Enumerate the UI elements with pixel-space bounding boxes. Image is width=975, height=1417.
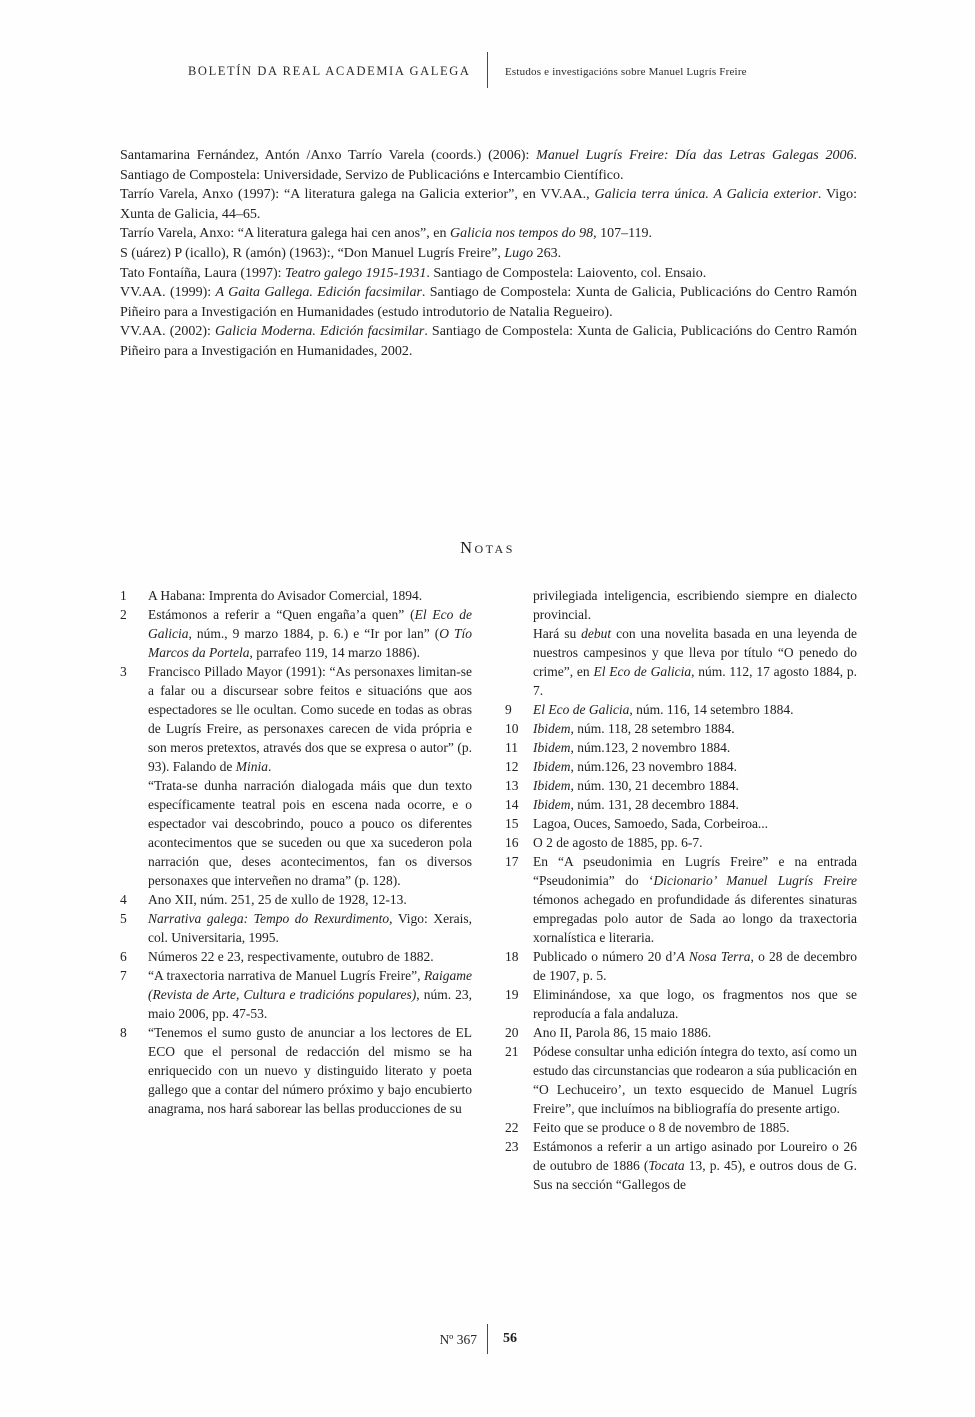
text-segment: Raigame (Revista de Arte, Cultura e tradicións populares)	[148, 968, 472, 1002]
footnote-text	[533, 795, 857, 814]
footnote-text	[148, 966, 472, 1023]
text-segment: Francisco Pillado Mayor (1991): “As personaxes limitan-se a falar ou a discursear sobre feitos e situacións que aos espectadores se lle ocultan. Como sucede en todas as obras de Lugrís Freire, as personaxes carecen de vida própria e son meros pretextos, através dos que se expresa o autor” (p. 93). Falando de	[148, 664, 472, 774]
footnote-text	[533, 700, 857, 719]
text-segment: O 2 de agosto de 1885, pp. 6-7.	[533, 835, 703, 850]
issue-number: Nº 367	[439, 1332, 477, 1347]
footnote-text	[533, 1023, 857, 1042]
text-segment: El Eco de Galicia	[533, 702, 630, 717]
footnote-text	[148, 605, 472, 662]
footnote-number: 23	[505, 1139, 519, 1154]
footnote-number: 3	[120, 664, 127, 679]
text-segment: , núm.126, 23 novembro 1884.	[570, 759, 737, 774]
text-segment: . Santiago de Compostela: Universidade, Servizo de Publicacións e Intercambio Científico.	[120, 148, 857, 183]
text-segment: “Tenemos el sumo gusto de anunciar a los lectores de EL ECO que el personal de redacción del mismo se ha enriquecido con un nuevo y distinguido literato y poeta gallego que a contar del número próximo y bajo encubierto anagrama, nos hará saborear las bellas producciones de su	[148, 1025, 472, 1116]
text-segment: Manuel Lugrís Freire: Día das Letras Galegas 2006	[536, 148, 854, 163]
text-segment: , núm. 116, 14 setembro 1884.	[629, 702, 794, 717]
text-segment: Narrativa galega: Tempo do Rexurdimento	[148, 911, 390, 926]
text-segment: Lugo	[504, 245, 534, 261]
text-segment: , núm. 131, 28 decembro 1884.	[570, 797, 739, 812]
footnote-number	[505, 586, 533, 700]
text-segment: El Eco de Galicia	[593, 664, 692, 679]
text-segment: Eliminándose, xa que logo, os fragmentos nos que se reproducía a fala andaluza.	[533, 987, 857, 1021]
notes-column-left	[120, 586, 472, 1194]
text-segment: privilegiada inteligencia, escribiendo siempre en dialecto provincial.	[533, 588, 857, 622]
text-segment: S (uárez) P (icallo), R (amón) (1963):, “Don Manuel Lugrís Freire”,	[120, 245, 505, 261]
text-segment: Estámonos a referir a “Quen engaña’a quen” (	[148, 607, 415, 622]
text-segment: , núm. 130, 21 decembro 1884.	[570, 778, 739, 793]
footnote-text	[533, 738, 857, 757]
text-segment: A Gaita Gallega. Edición facsimilar	[215, 285, 422, 301]
text-segment: Ibidem	[533, 778, 571, 793]
footnote-number: 10	[505, 721, 519, 736]
bibliography	[120, 146, 857, 362]
text-segment: Galicia nos tempos do 98	[449, 226, 594, 242]
text-segment: Lagoa, Ouces, Samoedo, Sada, Corbeiroa...	[533, 816, 769, 831]
text-segment: Galicia terra única. A Galicia exterior	[594, 187, 818, 203]
footnote	[120, 947, 472, 966]
footnote	[505, 586, 857, 700]
footnote	[505, 776, 857, 795]
bibliography-entry	[120, 146, 857, 185]
page-number: 56	[503, 1331, 517, 1346]
text-segment: “A traxectoria narrativa de Manuel Lugrís Freire”,	[148, 968, 424, 983]
text-segment: , núm. 112, 17 agosto 1884, p. 7.	[533, 664, 857, 698]
footnote	[505, 852, 857, 947]
footnote	[505, 833, 857, 852]
text-segment: Santamarina Fernández, Antón /Anxo Tarrío Varela (coords.) (2006):	[120, 148, 537, 163]
footnote	[120, 966, 472, 1023]
text-segment: con una novelita basada en una leyenda de nuestros campesinos y que lleva por título “O penedo do crime”, en	[533, 626, 857, 679]
notes-section	[120, 586, 857, 1194]
text-segment: El Eco de Galicia	[148, 607, 473, 641]
footnote-number: 5	[120, 911, 127, 926]
footnote-number: 2	[120, 607, 127, 622]
footnote-number: 6	[120, 949, 127, 964]
footnote-text	[533, 814, 857, 833]
footnote-text	[533, 852, 857, 947]
footnote-number: 11	[505, 740, 518, 755]
text-segment: VV.AA. (1999):	[120, 285, 216, 301]
footnote-text	[148, 890, 472, 909]
bibliography-entry	[120, 283, 857, 322]
text-segment: , parrafeo 119, 14 marzo 1886).	[249, 645, 420, 660]
text-segment: Tato Fontaíña, Laura (1997):	[120, 265, 286, 281]
footnote	[120, 586, 472, 605]
text-segment: Hará su	[533, 626, 582, 641]
bibliography-entry	[120, 224, 857, 244]
footnote-text	[533, 985, 857, 1023]
footnote	[120, 662, 472, 890]
notes-column-right	[505, 586, 857, 1194]
text-segment: Números 22 e 23, respectivamente, outubro de 1882.	[148, 949, 434, 964]
footnote-number: 20	[505, 1025, 519, 1040]
header-divider	[487, 52, 488, 88]
text-segment: Galicia Moderna. Edición facsimilar	[215, 324, 425, 340]
footnote-text	[533, 757, 857, 776]
footnote	[505, 814, 857, 833]
notes-heading: Notas	[460, 538, 515, 557]
text-segment: Ibidem	[533, 797, 571, 812]
footnote	[505, 719, 857, 738]
footnote	[505, 795, 857, 814]
footnote-number: 1	[120, 588, 127, 603]
footnote	[505, 985, 857, 1023]
footnote	[120, 605, 472, 662]
footnote-text	[148, 1023, 472, 1118]
footnote-text	[533, 1137, 857, 1194]
footnote	[120, 1023, 472, 1118]
text-segment: Dicionario’ Manuel Lugrís Freire	[653, 873, 857, 888]
text-segment: Estámonos a referir a un artigo asinado por Loureiro o 26 de outubro de 1886 (	[533, 1139, 857, 1173]
text-segment: O Tío Marcos da Portela	[148, 626, 472, 660]
footnote	[505, 1042, 857, 1118]
footnote-text	[533, 833, 857, 852]
footnote-text	[533, 719, 857, 738]
footnote	[120, 909, 472, 947]
text-segment: , núm. 118, 28 setembro 1884.	[570, 721, 735, 736]
text-segment: , núm. 23, maio 2006, pp. 47-53.	[148, 987, 472, 1021]
footnote-number: 12	[505, 759, 519, 774]
footnote-number: 4	[120, 892, 127, 907]
footnote	[505, 947, 857, 985]
text-segment: 263.	[533, 245, 562, 261]
text-segment: . Santiago de Compostela: Laiovento, col. Ensaio.	[426, 265, 707, 281]
text-segment: .	[267, 759, 272, 774]
text-segment: Ibidem	[533, 740, 571, 755]
text-segment: , núm., 9 marzo 1884, p. 6.) e “Ir por lan” (	[188, 626, 440, 641]
text-segment: A Habana: Imprenta do Avisador Comercial, 1894.	[148, 588, 423, 603]
footnote-text	[148, 947, 472, 966]
footnote-number: 13	[505, 778, 519, 793]
footnote-number: 9	[505, 702, 512, 717]
text-segment: Tarrío Varela, Anxo (1997): “A literatura galega na Galicia exterior”, en VV.AA.,	[120, 187, 595, 203]
text-segment: “Trata-se dunha narración dialogada máis que dun texto específicamente teatral pois en escena nada ocorre, e o espectador vai descobrindo, pouco a pouco os diferentes acontecimentos que se suceden ou que xa sucederon pola narración que, deses acontecimentos, fan os diversos personaxes que interveñen no drama” (p. 128).	[148, 778, 472, 888]
footnote-number: 19	[505, 987, 519, 1002]
text-segment: Minia	[235, 759, 268, 774]
journal-title: BOLETÍN DA REAL ACADEMIA GALEGA	[188, 64, 471, 78]
bibliography-entry	[120, 264, 857, 284]
text-segment: , 107–119.	[593, 226, 653, 242]
text-segment: Ibidem	[533, 759, 571, 774]
bibliography-entry	[120, 185, 857, 224]
text-segment: Tarrío Varela, Anxo: “A literatura galega hai cen anos”, en	[120, 226, 450, 242]
footnote-text	[148, 909, 472, 947]
text-segment: , núm.123, 2 novembro 1884.	[570, 740, 731, 755]
text-segment: Ano II, Parola 86, 15 maio 1886.	[533, 1025, 712, 1040]
footnote-text	[533, 947, 857, 985]
footnote-number: 18	[505, 949, 519, 964]
text-segment: . Santiago de Compostela: Xunta de Galicia, Publicacións do Centro Ramón Piñeiro para a Investigación en Humanidades, 2002.	[120, 324, 857, 359]
footnote	[505, 1137, 857, 1194]
text-segment: , o 28 de decembro de 1907, p. 5.	[533, 949, 857, 983]
footnote-text	[148, 662, 472, 890]
text-segment: VV.AA. (2002):	[120, 324, 215, 340]
footnote	[505, 1023, 857, 1042]
footnote-text	[533, 776, 857, 795]
footnote	[505, 1118, 857, 1137]
text-segment: Teatro galego 1915-1931	[285, 265, 427, 281]
footnote-number: 22	[505, 1120, 519, 1135]
text-segment: Feito que se produce o 8 de novembro de 1885.	[533, 1120, 790, 1135]
text-segment: témonos achegado en profundidade ás diferentes sinaturas empregadas polo autor de Sada ao longo da traxectoria xornalística e literaria.	[533, 892, 857, 945]
footnote	[505, 738, 857, 757]
text-segment: 13, p. 45), e outros dous de G. Sus na sección “Gallegos de	[533, 1158, 857, 1192]
text-segment: . Santiago de Compostela: Xunta de Galicia, Publicacións do Centro Ramón Piñeiro para a Investigación en Humanidades (estudo introdutorio de Natalia Regueiro).	[120, 285, 857, 320]
bibliography-entry	[120, 322, 857, 361]
text-segment: Ano XII, núm. 251, 25 de xullo de 1928, 12-13.	[148, 892, 407, 907]
text-segment: Pódese consultar unha edición íntegra do texto, así como un estudo das circunstancias que rodearon a súa publicación en “O Lechuceiro’, un texto esquecido de Manuel Lugrís Freire”, que incluímos na bibliografía do presente artigo.	[533, 1044, 857, 1116]
footnote-text	[148, 586, 472, 605]
footnote-text	[533, 586, 857, 700]
footnote-number: 8	[120, 1025, 127, 1040]
text-segment: En “A pseudonimia en Lugrís Freire” e na entrada “Pseudonimia” do ‘	[533, 854, 857, 888]
footnote-number: 14	[505, 797, 519, 812]
footnote	[505, 757, 857, 776]
text-segment: A Nosa Terra	[676, 949, 751, 964]
footnote	[505, 700, 857, 719]
footnote-text	[533, 1042, 857, 1118]
footnote-number: 15	[505, 816, 519, 831]
footnote	[120, 890, 472, 909]
text-segment: debut	[581, 626, 612, 641]
text-segment: , Vigo: Xerais, col. Universitaria, 1995.	[148, 911, 472, 945]
text-segment: Publicado o número 20 d’	[533, 949, 677, 964]
bibliography-entry	[120, 244, 857, 264]
text-segment: Tocata	[648, 1158, 685, 1173]
article-running-title: Estudos e investigacións sobre Manuel Lugrís Freire	[505, 66, 747, 78]
footnote-number: 16	[505, 835, 519, 850]
text-segment: . Vigo: Xunta de Galicia, 44–65.	[120, 187, 858, 222]
footnote-number: 21	[505, 1044, 519, 1059]
text-segment: Ibidem	[533, 721, 571, 736]
footer-divider	[487, 1324, 488, 1354]
footnote-number: 17	[505, 854, 519, 869]
footnote-text	[533, 1118, 857, 1137]
footnote-number: 7	[120, 968, 127, 983]
